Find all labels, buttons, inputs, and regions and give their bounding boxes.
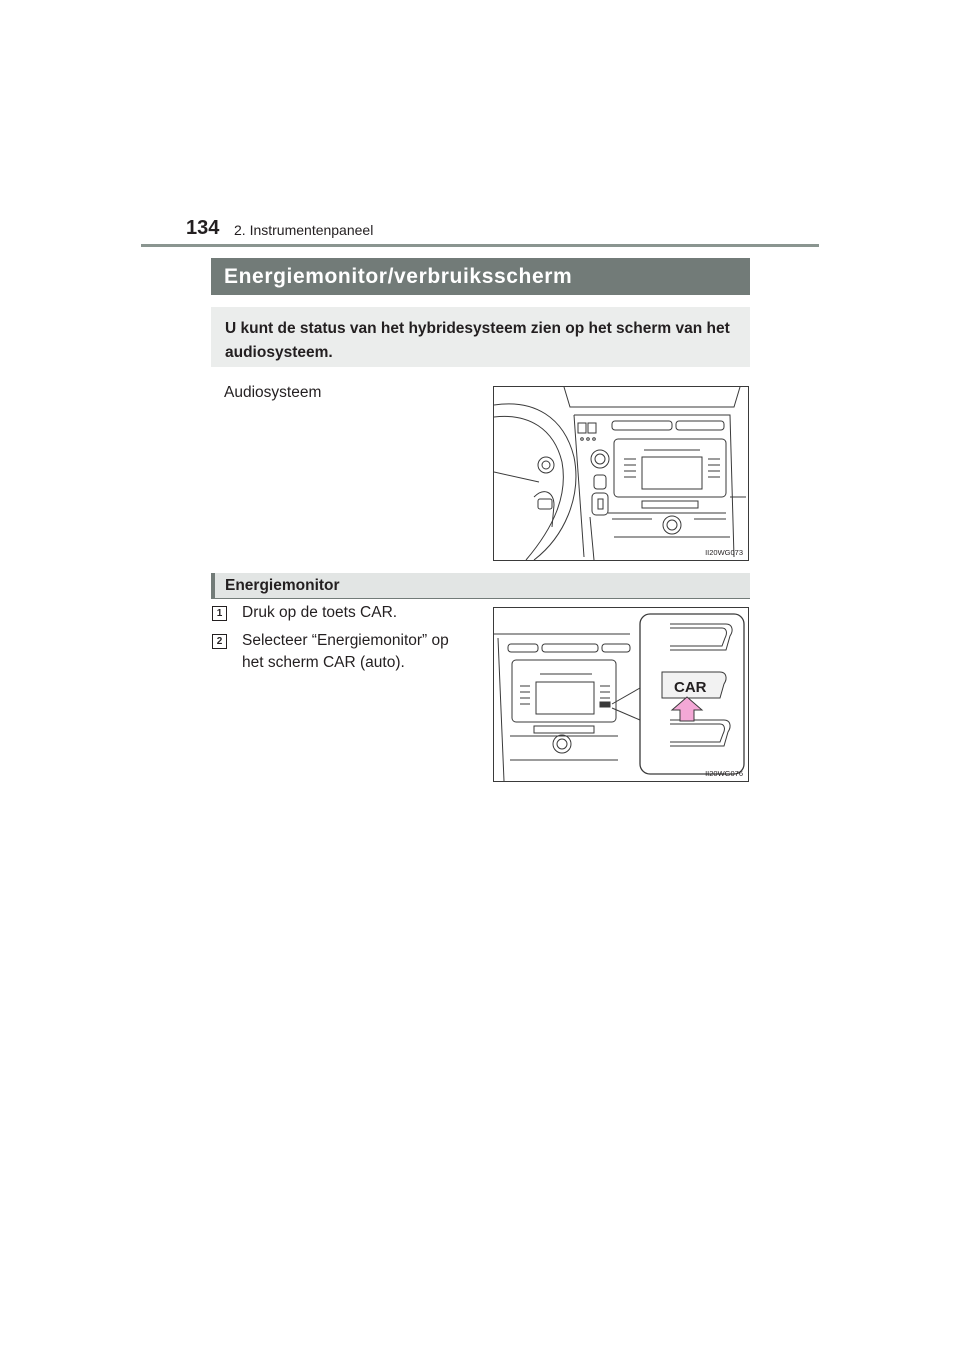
car-button-figure	[493, 607, 749, 782]
subsection-title: Energiemonitor	[211, 573, 750, 599]
intro-box	[211, 307, 750, 367]
step-number: 2	[212, 634, 227, 649]
chapter-title: 2. Instrumentenpaneel	[234, 222, 374, 238]
audio-system-label: Audiosysteem	[224, 384, 322, 401]
figure-code: II20WG076	[705, 769, 743, 778]
car-button-label: CAR	[674, 679, 707, 696]
step-text: Druk op de toets CAR.	[242, 604, 398, 621]
step-number: 1	[212, 606, 227, 621]
audio-system-figure	[493, 386, 749, 561]
press-arrow-icon	[672, 697, 702, 721]
figure-code: II20WG073	[705, 548, 743, 557]
page-number: 134	[186, 217, 220, 239]
step-text: het scherm CAR (auto).	[242, 654, 405, 671]
dashboard-illustration	[494, 387, 748, 560]
section-title: Energiemonitor/verbruiksscherm	[211, 258, 750, 295]
car-button-illustration	[494, 608, 748, 781]
intro-text: U kunt de status van het hybridesysteem zien op het scherm van het audiosysteem.	[225, 320, 730, 361]
step-text: Selecteer “Energiemonitor” op	[242, 632, 449, 649]
header-rule	[141, 244, 819, 247]
